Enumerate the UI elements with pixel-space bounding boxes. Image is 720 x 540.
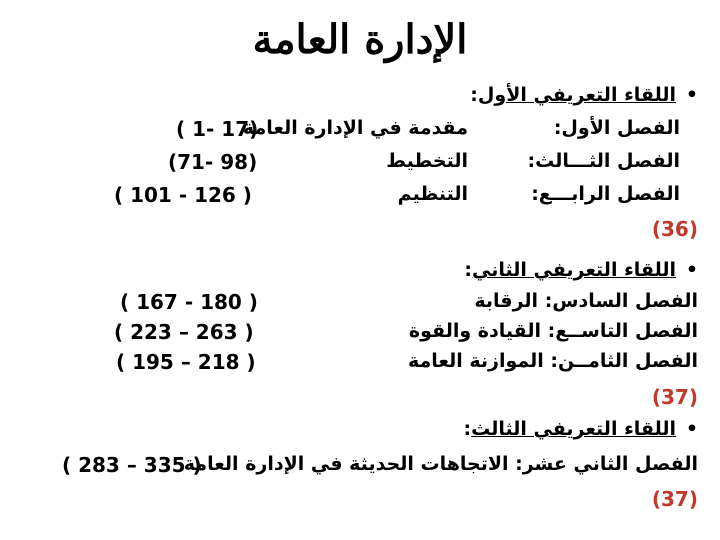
meeting3-heading	[20, 418, 698, 450]
meeting2-label: اللقاء التعريفي الثاني	[471, 259, 676, 281]
page-range: ( 223 – 263 )	[114, 320, 254, 344]
page-range: (71- 98)	[168, 150, 258, 174]
chapter-label: الفصل السادس: الرقابة	[474, 290, 698, 312]
meeting1-colon: :	[470, 84, 478, 106]
chapter-topic: التنظيم	[397, 183, 468, 205]
page-range: ( 283 – 335 )	[62, 453, 202, 477]
chapter-label: الفصل الثـــالث:	[527, 150, 680, 172]
chapter-topic: مقدمة في الإدارة العامة	[242, 117, 468, 139]
chapter-label: الفصل الرابـــع:	[531, 183, 680, 205]
chapter-label: الفصل الأول:	[553, 117, 680, 139]
meeting2-total: (37)	[651, 385, 698, 409]
meeting2-row-1	[20, 290, 698, 322]
meeting1-row-1	[20, 117, 698, 149]
meeting3-label: اللقاء التعريفي الثالث	[471, 418, 676, 440]
meeting1-total-row	[20, 217, 698, 249]
meeting2-total-row	[20, 385, 698, 417]
chapter-label: الفصل الثامــن: الموازنة العامة	[407, 350, 698, 372]
chapter-label: الفصل التاســع: القيادة والقوة	[408, 320, 698, 342]
bullet-icon: •	[685, 259, 698, 281]
meeting1-total: (36)	[651, 217, 698, 241]
bullet-icon: •	[685, 84, 698, 106]
meeting2-heading	[20, 259, 698, 291]
meeting2-colon: :	[464, 259, 472, 281]
meeting3-colon: :	[463, 418, 472, 440]
meeting1-row-3	[20, 183, 698, 215]
bullet-icon: •	[685, 418, 698, 440]
page-title: الإدارة العامة	[252, 16, 468, 63]
meeting1-label: اللقاء التعريفي الأول	[477, 84, 676, 106]
meeting2-row-2	[20, 320, 698, 352]
page-range: ( 195 – 218 )	[116, 350, 256, 374]
meeting1-heading	[20, 84, 698, 116]
meeting3-total-row	[20, 487, 698, 519]
meeting2-row-3	[20, 350, 698, 382]
chapter-label: الفصل الثاني عشر: الاتجاهات الحديثة في الإدارة العامة	[183, 453, 698, 475]
page-range: ( 167 - 180 )	[120, 290, 258, 314]
meeting3-total: (37)	[651, 487, 698, 511]
chapter-topic: التخطيط	[386, 150, 468, 172]
meeting1-row-2	[20, 150, 698, 182]
page-range: ( 1- 17)	[176, 117, 259, 141]
meeting3-row-1	[20, 453, 698, 485]
page-range: ( 101 - 126 )	[114, 183, 252, 207]
